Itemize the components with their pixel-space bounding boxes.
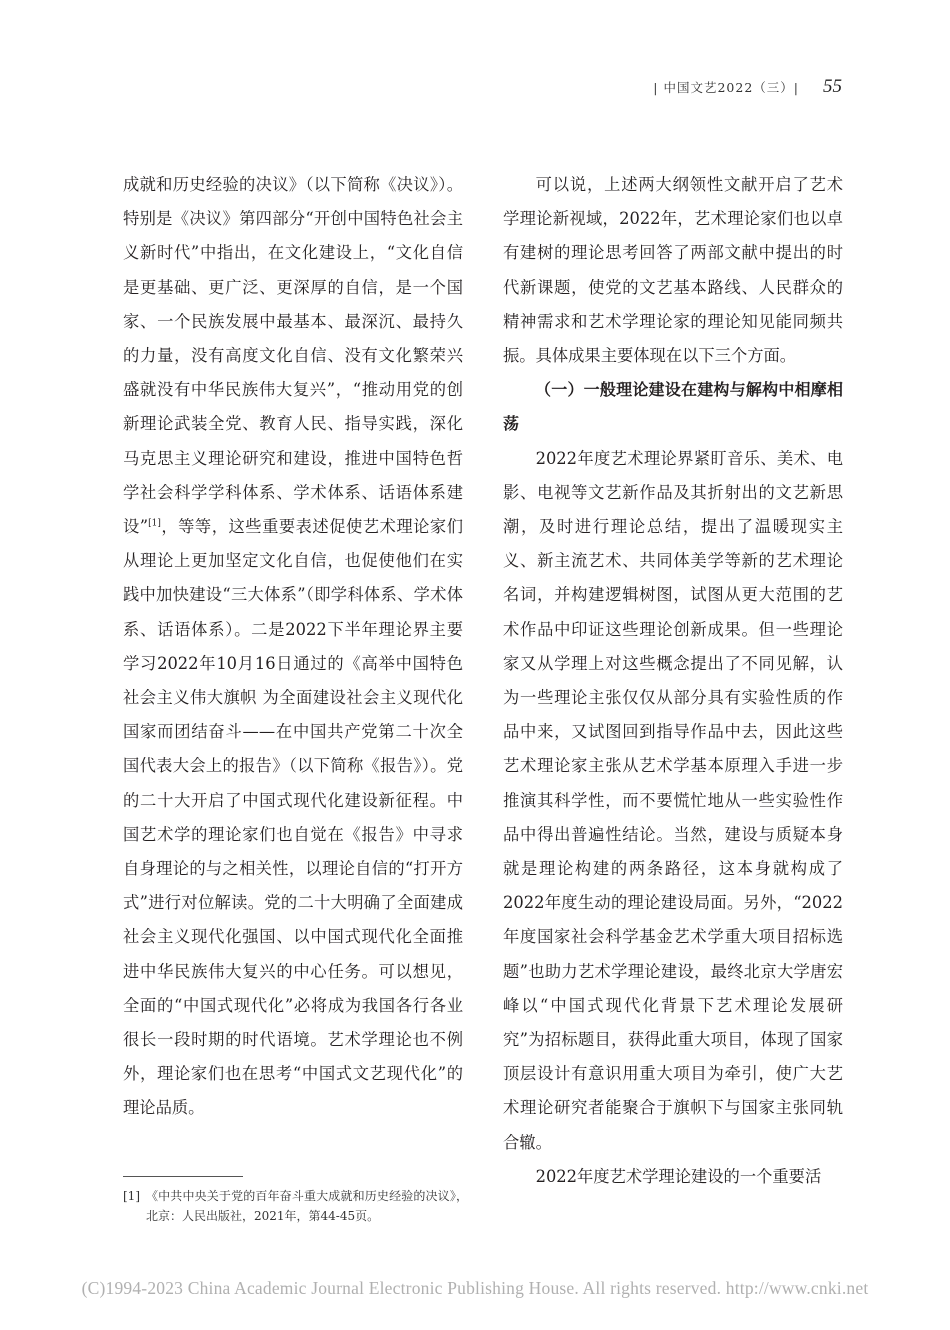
- running-header: [653, 76, 842, 98]
- page-number: 55: [823, 76, 842, 97]
- journal-title: | 中国文艺2022（三）|: [653, 80, 799, 95]
- left-paragraph-part-1: 成就和历史经验的决议》（以下简称《决议》）。特别是《决议》第四部分“开创中国特色社会主义新时代”中指出，在文化建设上，“文化自信是更基础、更广泛、更深厚的自信，是一个国家、一个民族发展中最基本、最深沉、最持久的力量，没有高度文化自信、没有文化繁荣兴盛就没有中华民族伟大复兴”，“推动用党的创新理论武装全党、教育人民、指导实践，深化马克思主义理论研究和建设，推进中国特色哲学社会科学学科体系、学术体系、话语体系建设”: [123, 175, 463, 537]
- footnote-reference[interactable]: [1]: [148, 518, 161, 529]
- right-column: [503, 168, 843, 1194]
- footnote: [123, 1186, 468, 1226]
- footnote-text: 《中共中央关于党的百年奋斗重大成就和历史经验的决议》，北京：人民出版社，2021年，第44-45页。: [146, 1189, 468, 1223]
- right-paragraph-1: 可以说，上述两大纲领性文献开启了艺术学理论新视域，2022年，艺术理论家们也以卓有建树的理论思考回答了两部文献中提出的时代新课题，使党的文艺基本路线、人民群众的精神需求和艺术学理论家的理论知见能同频共振。具体成果主要体现在以下三个方面。: [503, 175, 843, 366]
- left-column: [123, 168, 463, 1126]
- footnote-divider: [123, 1176, 243, 1177]
- left-paragraph-part-2: ，等等，这些重要表述促使艺术理论家们从理论上更加坚定文化自信，也促使他们在实践中加快建设“三大体系”（即学科体系、学术体系、话语体系）。二是2022下半年理论界主要学习2022年10月16日通过的《高举中国特色社会主义伟大旗帜 为全面建设社会主义现代化国家而团结奋斗——在中国共产党第二十次全国代表大会上的报告》（以下简称《报告》）。党的二十大开启了中国式现代化建设新征程。中国艺术学的理论家们也自觉在《报告》中寻求自身理论的与之相关性，以理论自信的“打开方式”进行对位解读。党的二十大明确了全面建成社会主义现代化强国、以中国式现代化全面推进中华民族伟大复兴的中心任务。可以想见，全面的“中国式现代化”必将成为我国各行各业很长一段时期的时代语境。艺术学理论也不例外，理论家们也在思考“中国式文艺现代化”的理论品质。: [123, 517, 463, 1118]
- left-paragraph: [123, 168, 463, 1126]
- right-paragraph-3: 2022年度艺术学理论建设的一个重要活: [535, 1166, 822, 1186]
- right-paragraph-2: 2022年度艺术理论界紧盯音乐、美术、电影、电视等文艺新作品及其折射出的文艺新思潮，及时进行理论总结，提出了温暖现实主义、新主流艺术、共同体美学等新的艺术理论名词，并构建逻辑树图，试图从更大范围的艺术作品中印证这些理论创新成果。但一些理论家又从学理上对这些概念提出了不同见解，认为一些理论主张仅仅从部分具有实验性质的作品中来，又试图回到指导作品中去，因此这些艺术理论家主张从艺术学基本原理入手进一步推演其科学性，而不要慌忙地从一些实验性作品中得出普遍性结论。当然，建设与质疑本身就是理论构建的两条路径，这本身就构成了2022年度生动的理论建设局面。另外，“2022年度国家社会科学基金艺术学重大项目招标选题”也助力艺术学理论建设，最终北京大学唐宏峰以“中国式现代化背景下艺术理论发展研究”为招标题目，获得此重大项目，体现了国家顶层设计有意识用重大项目为牵引，使广大艺术理论研究者能聚合于旗帜下与国家主张同轨合辙。: [503, 448, 843, 1152]
- footnote-marker: [1]: [123, 1189, 140, 1203]
- section-heading: （一）一般理论建设在建构与解构中相摩相荡: [503, 380, 843, 434]
- copyright-watermark: (C)1994-2023 China Academic Journal Electronic Publishing House. All rights reserved. http://www.cnki.net: [81, 1278, 869, 1298]
